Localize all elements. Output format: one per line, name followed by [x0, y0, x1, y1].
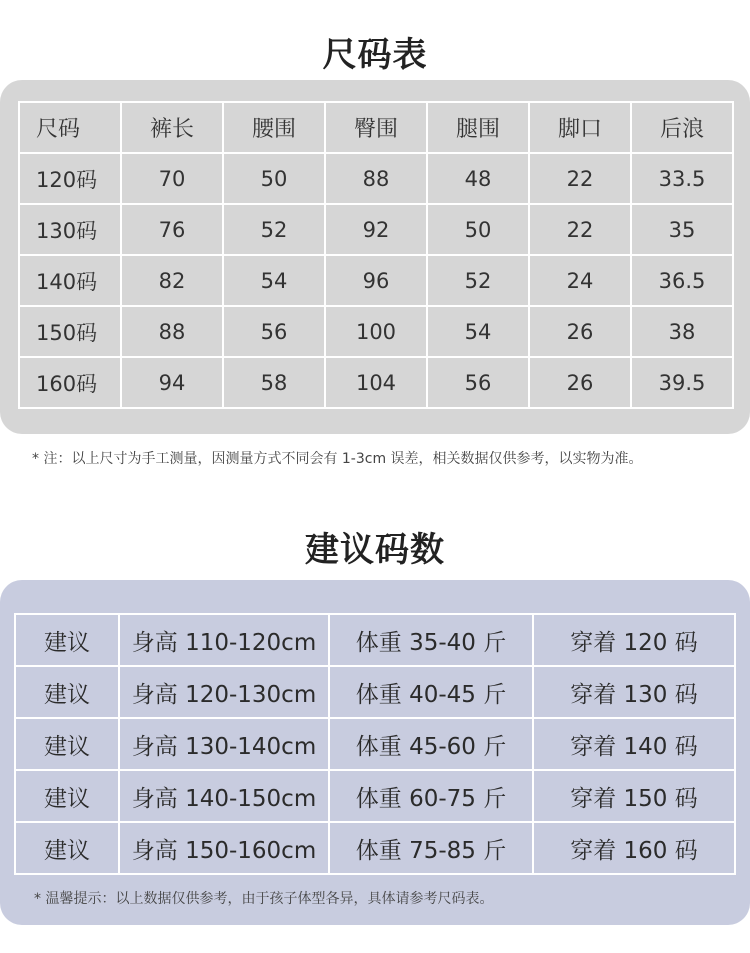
measurement-cell: 26 [529, 306, 631, 357]
measurement-cell: 22 [529, 153, 631, 204]
height-range-cell: 身高 130-140cm [119, 718, 329, 770]
weight-range-cell: 体重 40-45 斤 [329, 666, 533, 718]
recommend-label-cell: 建议 [15, 614, 119, 666]
weight-range-cell: 体重 60-75 斤 [329, 770, 533, 822]
measurement-cell: 50 [223, 153, 325, 204]
measurement-cell: 56 [427, 357, 529, 408]
measurement-cell: 33.5 [631, 153, 733, 204]
wear-size-cell: 穿着 140 码 [533, 718, 735, 770]
size-chart-header-cell: 腿围 [427, 102, 529, 153]
recommendation-row [15, 770, 735, 822]
measurement-cell: 39.5 [631, 357, 733, 408]
size-label-cell: 120码 [19, 153, 121, 204]
size-chart-header-cell: 臀围 [325, 102, 427, 153]
size-chart-row [19, 204, 733, 255]
size-chart-note: * 注：以上尺寸为手工测量，因测量方式不同会有 1-3cm 误差，相关数据仅供参考，以实物为准。 [32, 451, 643, 467]
size-chart-table [18, 101, 734, 409]
size-chart-row [19, 153, 733, 204]
recommend-label-cell: 建议 [15, 718, 119, 770]
size-chart-header-cell: 脚口 [529, 102, 631, 153]
recommend-label-cell: 建议 [15, 666, 119, 718]
size-chart-header-cell: 后浪 [631, 102, 733, 153]
measurement-cell: 70 [121, 153, 223, 204]
measurement-cell: 88 [121, 306, 223, 357]
height-range-cell: 身高 150-160cm [119, 822, 329, 874]
height-range-cell: 身高 110-120cm [119, 614, 329, 666]
measurement-cell: 26 [529, 357, 631, 408]
size-label-cell: 130码 [19, 204, 121, 255]
height-range-cell: 身高 140-150cm [119, 770, 329, 822]
measurement-cell: 92 [325, 204, 427, 255]
measurement-cell: 36.5 [631, 255, 733, 306]
measurement-cell: 52 [223, 204, 325, 255]
recommend-label-cell: 建议 [15, 770, 119, 822]
recommendation-row [15, 718, 735, 770]
size-chart-row [19, 357, 733, 408]
recommendation-row [15, 822, 735, 874]
recommendation-title: 建议码数 [305, 530, 445, 570]
recommendation-note: * 温馨提示：以上数据仅供参考，由于孩子体型各异，具体请参考尺码表。 [34, 891, 494, 907]
measurement-cell: 94 [121, 357, 223, 408]
size-chart-header-cell: 裤长 [121, 102, 223, 153]
measurement-cell: 54 [427, 306, 529, 357]
wear-size-cell: 穿着 150 码 [533, 770, 735, 822]
size-label-cell: 160码 [19, 357, 121, 408]
measurement-cell: 22 [529, 204, 631, 255]
size-label-cell: 140码 [19, 255, 121, 306]
size-chart-row [19, 306, 733, 357]
measurement-cell: 88 [325, 153, 427, 204]
measurement-cell: 35 [631, 204, 733, 255]
measurement-cell: 38 [631, 306, 733, 357]
size-label-cell: 150码 [19, 306, 121, 357]
size-chart-header-cell: 腰围 [223, 102, 325, 153]
measurement-cell: 104 [325, 357, 427, 408]
size-chart-header-row [19, 102, 733, 153]
measurement-cell: 50 [427, 204, 529, 255]
recommendation-row [15, 666, 735, 718]
height-range-cell: 身高 120-130cm [119, 666, 329, 718]
weight-range-cell: 体重 45-60 斤 [329, 718, 533, 770]
measurement-cell: 54 [223, 255, 325, 306]
wear-size-cell: 穿着 130 码 [533, 666, 735, 718]
measurement-cell: 52 [427, 255, 529, 306]
wear-size-cell: 穿着 160 码 [533, 822, 735, 874]
size-chart-title: 尺码表 [322, 35, 428, 75]
measurement-cell: 48 [427, 153, 529, 204]
measurement-cell: 76 [121, 204, 223, 255]
measurement-cell: 96 [325, 255, 427, 306]
size-chart-header-cell: 尺码 [19, 102, 121, 153]
measurement-cell: 100 [325, 306, 427, 357]
weight-range-cell: 体重 75-85 斤 [329, 822, 533, 874]
measurement-cell: 56 [223, 306, 325, 357]
wear-size-cell: 穿着 120 码 [533, 614, 735, 666]
weight-range-cell: 体重 35-40 斤 [329, 614, 533, 666]
recommendation-row [15, 614, 735, 666]
measurement-cell: 58 [223, 357, 325, 408]
recommend-label-cell: 建议 [15, 822, 119, 874]
measurement-cell: 24 [529, 255, 631, 306]
recommendation-table [14, 613, 736, 875]
measurement-cell: 82 [121, 255, 223, 306]
size-chart-row [19, 255, 733, 306]
